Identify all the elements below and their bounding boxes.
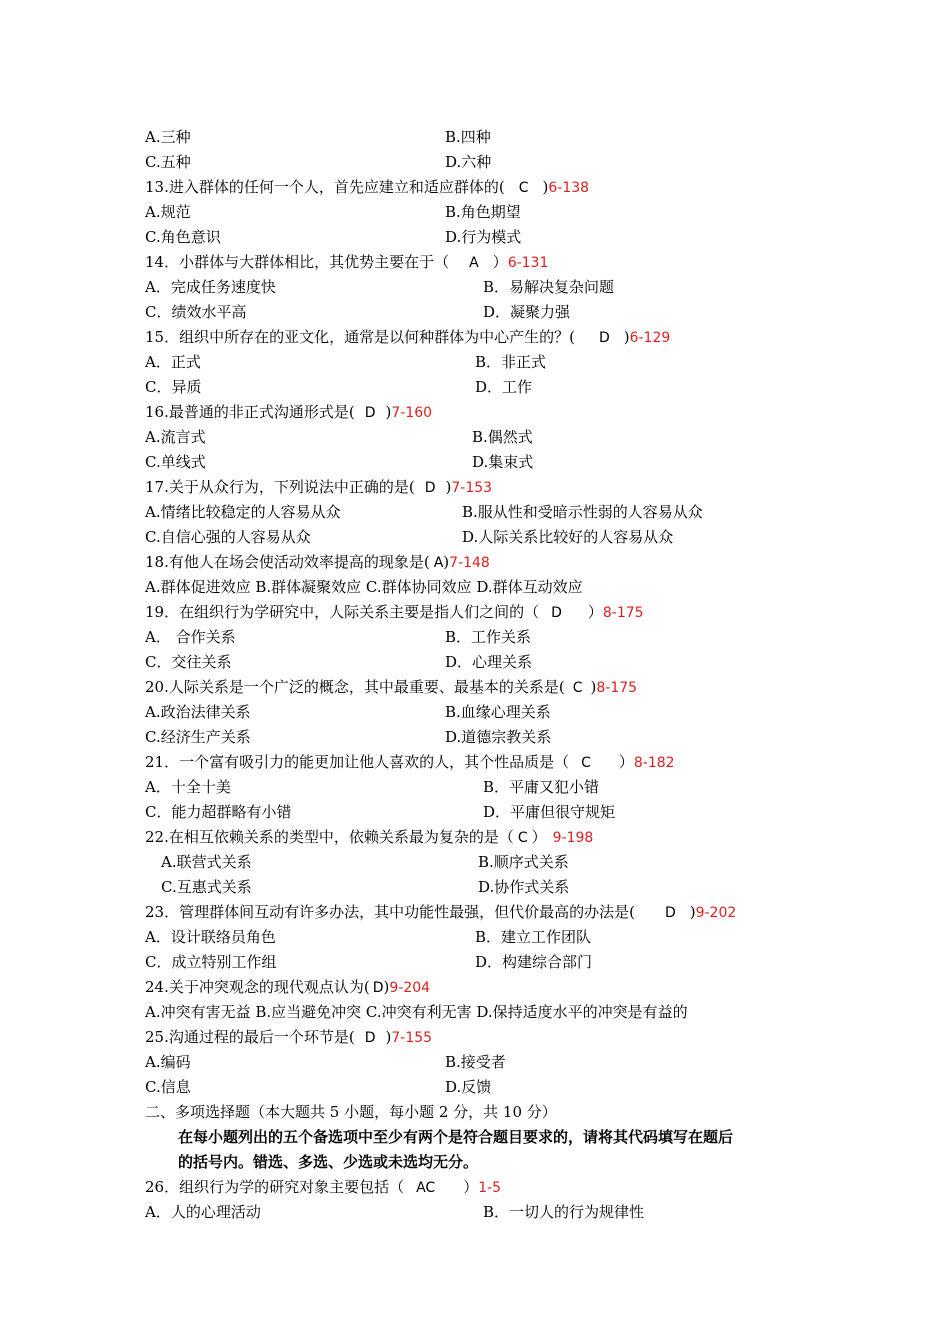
question-17: 17.关于从众行为，下列说法中正确的是( D )7-153 — [145, 478, 493, 496]
page-reference: 9-198 — [552, 830, 594, 846]
option: A．正式 — [145, 353, 201, 371]
option: C．异质 — [145, 378, 202, 396]
option: B.接受者 — [445, 1053, 506, 1071]
page-reference: 1-5 — [478, 1180, 502, 1196]
option: C．交往关系 — [145, 653, 232, 671]
page-reference: 7-160 — [391, 405, 433, 421]
question-25: 25.沟通过程的最后一个环节是( D )7-155 — [145, 1028, 433, 1046]
question-13: 13.进入群体的任何一个人，首先应建立和适应群体的( C )6-138 — [145, 178, 590, 196]
answer: C — [581, 755, 591, 771]
option: B.顺序式关系 — [478, 853, 569, 871]
page-reference: 9-204 — [389, 980, 431, 996]
answer: C — [517, 830, 528, 846]
question-22: 22.在相互依赖关系的类型中，依赖关系最为复杂的是（ C ） 9-198 — [145, 828, 594, 846]
option: C.五种 — [145, 153, 191, 171]
option: D.集束式 — [472, 453, 534, 471]
option: B．一切人的行为规律性 — [483, 1203, 645, 1221]
option-row: A.冲突有害无益 B.应当避免冲突 C.冲突有利无害 D.保持适度水平的冲突是有益的 — [145, 1003, 688, 1021]
option: A.情绪比较稳定的人容易从众 — [145, 503, 341, 521]
answer: D — [372, 980, 384, 996]
option: C.信息 — [145, 1078, 191, 1096]
option: C.自信心强的人容易从众 — [145, 528, 311, 546]
option: A．完成任务速度快 — [145, 278, 276, 296]
option: C．成立特别工作组 — [145, 953, 277, 971]
option: B.角色期望 — [445, 203, 521, 221]
option: B．非正式 — [475, 353, 547, 371]
option: A．十全十美 — [145, 778, 231, 796]
answer: A — [469, 255, 479, 271]
section-heading: 二、多项选择题（本大题共 5 小题，每小题 2 分，共 10 分） — [145, 1103, 557, 1121]
option: C.单线式 — [145, 453, 206, 471]
answer: C — [518, 180, 529, 196]
option: C.角色意识 — [145, 228, 221, 246]
answer: A — [433, 555, 444, 571]
answer: AC — [416, 1180, 436, 1196]
option: D．平庸但很守规矩 — [483, 803, 616, 821]
option: A.流言式 — [145, 428, 206, 446]
option: D.六种 — [445, 153, 492, 171]
option: C.互惠式关系 — [161, 878, 252, 896]
answer: D — [424, 480, 436, 496]
option: A．人的心理活动 — [145, 1203, 261, 1221]
answer: D — [664, 905, 676, 921]
option: C．能力超群略有小错 — [145, 803, 292, 821]
answer: D — [598, 330, 610, 346]
page-reference: 6-138 — [548, 180, 590, 196]
option: B.血缘心理关系 — [445, 703, 551, 721]
option: D.协作式关系 — [478, 878, 570, 896]
option: A.规范 — [145, 203, 191, 221]
question-16: 16.最普通的非正式沟通形式是( D )7-160 — [145, 403, 433, 421]
page-reference: 6-129 — [629, 330, 671, 346]
page-reference: 6-131 — [507, 255, 549, 271]
option: D.人际关系比较好的人容易从众 — [462, 528, 674, 546]
option: D.道德宗教关系 — [445, 728, 552, 746]
page-reference: 8-175 — [596, 680, 638, 696]
option-row: A.群体促进效应 B.群体凝聚效应 C.群体协同效应 D.群体互动效应 — [145, 578, 583, 596]
question-20: 20.人际关系是一个广泛的概念，其中最重要、最基本的关系是( C )8-175 — [145, 678, 638, 696]
question-18: 18.有他人在场会使活动效率提高的现象是( A)7-148 — [145, 553, 490, 571]
option: A.编码 — [145, 1053, 191, 1071]
option: B．工作关系 — [445, 628, 532, 646]
option: B．易解决复杂问题 — [483, 278, 615, 296]
option: C.经济生产关系 — [145, 728, 251, 746]
question-21: 21．一个富有吸引力的能更加让他人喜欢的人，其个性品质是（ C ）8-182 — [145, 753, 675, 771]
option: B.服从性和受暗示性弱的人容易从众 — [462, 503, 703, 521]
page-reference: 8-182 — [633, 755, 675, 771]
option: D．凝聚力强 — [483, 303, 571, 321]
question-19: 19．在组织行为学研究中，人际关系主要是指人们之间的（ D ）8-175 — [145, 603, 644, 621]
option: A.政治法律关系 — [145, 703, 251, 721]
page-reference: 8-175 — [602, 605, 644, 621]
question-14: 14．小群体与大群体相比，其优势主要在于（ A ）6-131 — [145, 253, 549, 271]
option: B.四种 — [445, 128, 491, 146]
question-26: 26．组织行为学的研究对象主要包括（ AC ）1-5 — [145, 1178, 502, 1196]
option: B．平庸又犯小错 — [483, 778, 600, 796]
answer: C — [572, 680, 583, 696]
option: C．绩效水平高 — [145, 303, 247, 321]
answer: D — [364, 1030, 376, 1046]
option: D．构建综合部门 — [475, 953, 593, 971]
option: A．设计联络员角色 — [145, 928, 276, 946]
option: D.反馈 — [445, 1078, 492, 1096]
option: B．建立工作团队 — [475, 928, 592, 946]
option: A.联营式关系 — [161, 853, 252, 871]
page-reference: 7-155 — [391, 1030, 433, 1046]
section-instructions: 在每小题列出的五个备选项中至少有两个是符合题目要求的，请将其代码填写在题后 — [178, 1128, 734, 1146]
option: A． 合作关系 — [145, 628, 236, 646]
question-24: 24.关于冲突观念的现代观点认为( D)9-204 — [145, 978, 431, 996]
option: D．心理关系 — [445, 653, 533, 671]
page-reference: 7-153 — [451, 480, 493, 496]
option: B.偶然式 — [472, 428, 533, 446]
option: D．工作 — [475, 378, 533, 396]
option: A.三种 — [145, 128, 191, 146]
page-reference: 9-202 — [695, 905, 737, 921]
option: D.行为模式 — [445, 228, 522, 246]
question-15: 15．组织中所存在的亚文化，通常是以何种群体为中心产生的？( D )6-129 — [145, 328, 671, 346]
answer: D — [551, 605, 562, 621]
page-reference: 7-148 — [449, 555, 490, 571]
answer: D — [364, 405, 376, 421]
question-23: 23．管理群体间互动有许多办法，其中功能性最强，但代价最高的办法是( D )9-202 — [145, 903, 737, 921]
section-instructions: 的括号内。错选、多选、少选或未选均无分。 — [178, 1153, 479, 1171]
